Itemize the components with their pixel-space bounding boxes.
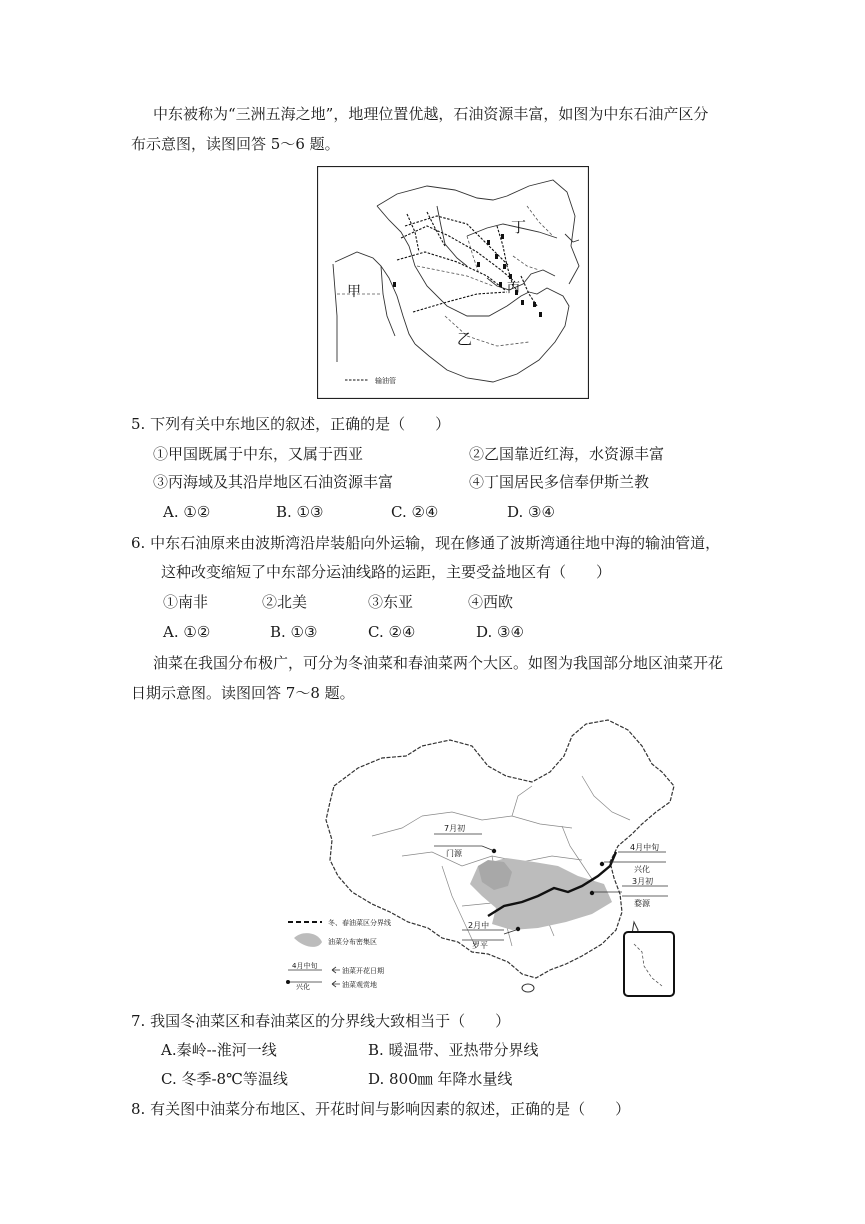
q6-choice-a: A. ①② — [163, 623, 211, 641]
label-bing: 丙 — [507, 281, 521, 296]
q6-choice-d: D. ③④ — [476, 623, 524, 641]
q6-choice-b: B. ①③ — [270, 623, 318, 641]
q7-option-b: B. 暖温带、亚热带分界线 — [368, 1041, 539, 1059]
q6-option-3: ③东亚 — [368, 593, 414, 611]
legend-dense: 油菜分布密集区 — [328, 938, 377, 946]
legend-sample-place: 兴化 — [296, 983, 310, 991]
china-rapeseed-map — [282, 716, 702, 1000]
q5-option-1: ①甲国既属于中东，又属于西亚 — [153, 445, 364, 463]
label-yi: 乙 — [457, 330, 473, 348]
callout-wuyuan-date: 3月初 — [632, 877, 654, 886]
q5-option-3: ③丙海域及其沿岸地区石油资源丰富 — [153, 473, 394, 491]
q7-option-d: D. 800㎜ 年降水量线 — [368, 1070, 513, 1088]
legend-place-desc: 油菜观赏地 — [342, 981, 377, 989]
label-jia: 甲 — [347, 284, 361, 300]
callout-menyuan-date: 7月初 — [444, 824, 466, 833]
callout-xinghua-date: 4月中旬 — [630, 843, 660, 852]
q5-choice-b: B. ①③ — [276, 503, 324, 521]
q5-choice-c: C. ②④ — [391, 503, 439, 521]
label-ding: 丁 — [511, 218, 527, 236]
map-legend — [286, 918, 391, 991]
legend-boundary: 冬、春油菜区分界线 — [328, 919, 391, 927]
q5-choice-a: A. ①② — [163, 503, 211, 521]
callout-luoping-place: 罗平 — [472, 941, 488, 950]
intro2-line1: 油菜在我国分布极广，可分为冬油菜和春油菜两个大区。如图为我国部分地区油菜开花 — [153, 654, 724, 672]
callout-luoping-date: 2月中 — [468, 921, 490, 930]
q7-option-a: A.秦岭--淮河一线 — [161, 1041, 277, 1059]
legend-date-desc: 油菜开花日期 — [342, 967, 384, 975]
q6-option-2: ②北美 — [262, 593, 308, 611]
q6-option-1: ①南非 — [163, 593, 209, 611]
q5-stem: 5. 下列有关中东地区的叙述，正确的是（ ） — [131, 415, 451, 433]
q5-option-2: ②乙国靠近红海，水资源丰富 — [469, 445, 665, 463]
q5-option-4: ④丁国居民多信奉伊斯兰教 — [469, 473, 650, 491]
pipeline-legend-label: 输油管 — [375, 377, 396, 385]
callout-xinghua-place: 兴化 — [634, 865, 650, 874]
q7-stem: 7. 我国冬油菜区和春油菜区的分界线大致相当于（ ） — [131, 1012, 511, 1030]
q8-stem: 8. 有关图中油菜分布地区、开花时间与影响因素的叙述，正确的是（ ） — [131, 1100, 631, 1118]
q6-stem-line2: 这种改变缩短了中东部分运油线路的运距，主要受益地区有（ ） — [161, 563, 612, 581]
q5-choice-d: D. ③④ — [507, 503, 555, 521]
middle-east-oil-map — [317, 166, 589, 399]
q6-option-4: ④西欧 — [468, 593, 514, 611]
intro1-line1: 中东被称为“三洲五海之地”，地理位置优越，石油资源丰富，如图为中东石油产区分 — [153, 105, 709, 123]
q6-choice-c: C. ②④ — [368, 623, 416, 641]
legend-sample-date: 4月中旬 — [292, 962, 318, 970]
callout-menyuan-place: 门源 — [446, 849, 462, 858]
intro1-line2: 布示意图，读图回答 5～6 题。 — [131, 135, 340, 153]
callout-wuyuan-place: 婺源 — [634, 899, 650, 908]
q7-option-c: C. 冬季-8℃等温线 — [161, 1070, 288, 1088]
q6-stem-line1: 6. 中东石油原来由波斯湾沿岸装船向外运输，现在修通了波斯湾通往地中海的输油管道， — [131, 534, 721, 552]
intro2-line2: 日期示意图。读图回答 7～8 题。 — [131, 684, 355, 702]
